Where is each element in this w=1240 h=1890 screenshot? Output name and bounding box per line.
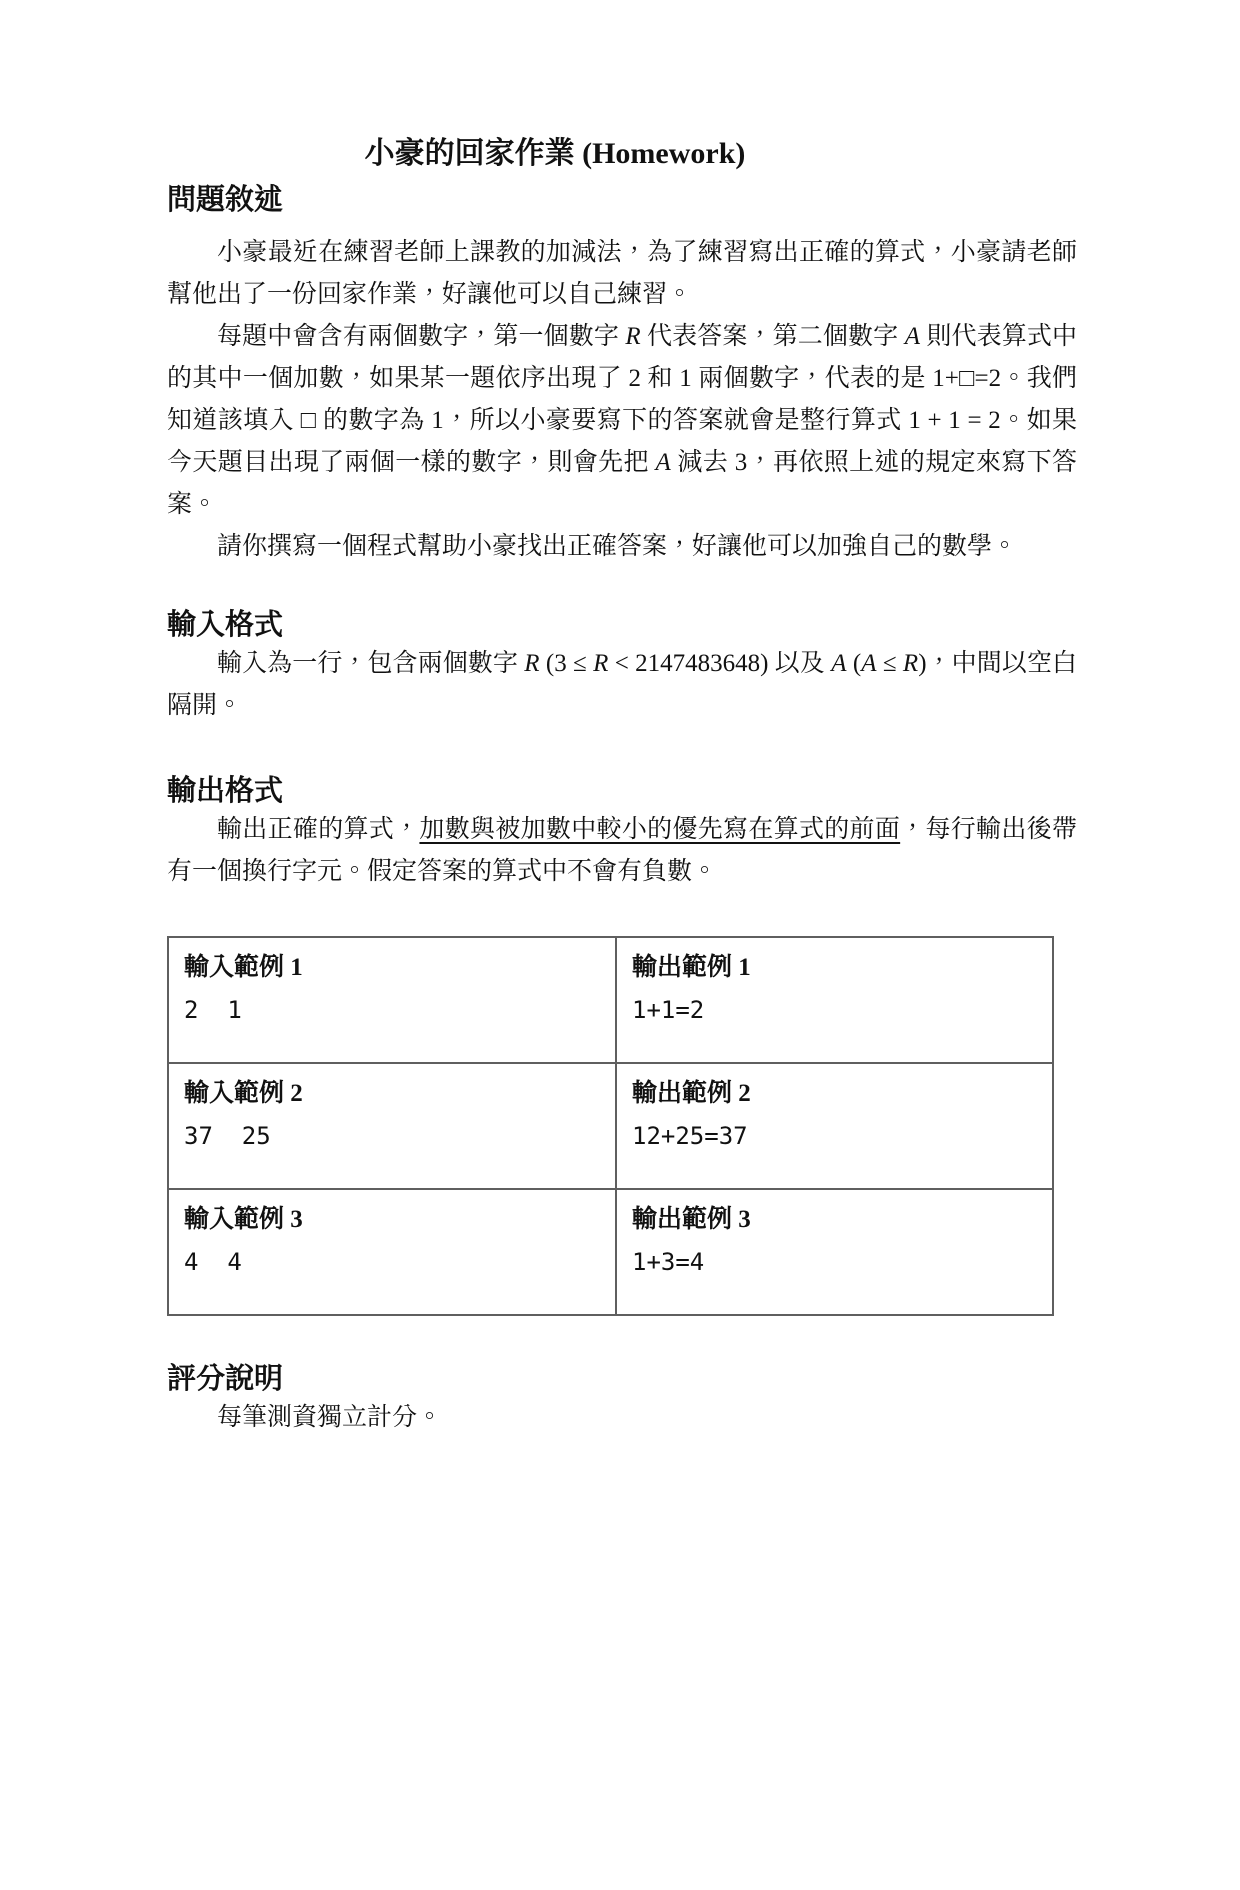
var-R: R bbox=[625, 323, 641, 350]
underlined-rule: 加數與被加數中較小的優先寫在算式的前面 bbox=[419, 816, 901, 843]
heading-scoring: 評分說明 bbox=[167, 1363, 284, 1395]
sample-1-output-cell bbox=[616, 937, 1053, 1063]
sample-3-input-label: 輸入範例 3 bbox=[184, 1206, 303, 1233]
sample-2-input-value: 37 25 bbox=[184, 1122, 271, 1150]
input-format-paragraph: 輸入為一行，包含兩個數字 R (3 ≤ R < 2147483648) 以及 A (A ≤ R)，中間以空白隔開。 bbox=[167, 650, 1077, 719]
heading-problem-description: 問題敘述 bbox=[167, 184, 284, 216]
var-R: R bbox=[524, 650, 540, 677]
problem-paragraph-1: 小豪最近在練習老師上課教的加減法，為了練習寫出正確的算式，小豪請老師幫他出了一份回家作業，好讓他可以自己練習。 bbox=[167, 239, 1077, 308]
problem-paragraph-3: 請你撰寫一個程式幫助小豪找出正確答案，好讓他可以加強自己的數學。 bbox=[217, 533, 1018, 560]
sample-2-input-cell bbox=[168, 1063, 616, 1189]
sample-2-output-value: 12+25=37 bbox=[632, 1122, 748, 1150]
var-A: A bbox=[831, 650, 847, 677]
var-A: A bbox=[904, 323, 920, 350]
sample-io-table bbox=[167, 936, 1054, 1316]
sample-1-output-value: 1+1=2 bbox=[632, 996, 705, 1024]
heading-output-format: 輸出格式 bbox=[167, 775, 284, 807]
formula-full-equation: 1 + 1 = 2 bbox=[908, 407, 1001, 434]
heading-input-format: 輸入格式 bbox=[167, 609, 284, 641]
scoring-paragraph: 每筆測資獨立計分。 bbox=[217, 1404, 443, 1431]
var-R: R bbox=[902, 650, 919, 677]
range-R: < 2147483648) bbox=[608, 650, 775, 677]
sample-1-input-value: 2 1 bbox=[184, 996, 242, 1024]
sample-2-output-label: 輸出範例 2 bbox=[632, 1080, 751, 1107]
problem-paragraph-2: 每題中會含有兩個數字，第一個數字 R 代表答案，第二個數字 A 則代表算式中的其中一個加數，如果某一題依序出現了 2 和 1 兩個數字，代表的是 1+□=2。我們知道該填入 □ 的數字為 1，所以小豪要寫下的答案就會是整行算式 1 + 1 = 2。如果今天題目出現了兩個一樣的數字，則會先把 A 減去 3，再依照上述的規定來寫下答案。 bbox=[167, 323, 1077, 518]
sample-3-output-value: 1+3=4 bbox=[632, 1248, 705, 1276]
document-page bbox=[0, 135, 1240, 1890]
blank-square-symbol: □ bbox=[300, 407, 317, 434]
sample-1-input-label: 輸入範例 1 bbox=[184, 954, 303, 981]
var-R: R bbox=[593, 650, 609, 677]
var-A: A bbox=[861, 650, 877, 677]
sample-row-2 bbox=[168, 1063, 1053, 1189]
sample-3-output-label: 輸出範例 3 bbox=[632, 1206, 751, 1233]
sample-2-output-cell bbox=[616, 1063, 1053, 1189]
sample-1-output-label: 輸出範例 1 bbox=[632, 954, 751, 981]
var-A: A bbox=[655, 449, 671, 476]
sample-row-1 bbox=[168, 937, 1053, 1063]
document-content bbox=[0, 135, 1240, 1890]
document-title: 小豪的回家作業 (Homework) bbox=[364, 137, 746, 170]
formula-blank-equation: 1+□=2 bbox=[932, 365, 1002, 392]
sample-3-output-cell bbox=[616, 1189, 1053, 1315]
sample-2-input-label: 輸入範例 2 bbox=[184, 1080, 303, 1107]
sample-row-3 bbox=[168, 1189, 1053, 1315]
sample-3-input-value: 4 4 bbox=[184, 1248, 242, 1276]
sample-3-input-cell bbox=[168, 1189, 616, 1315]
output-format-paragraph: 輸出正確的算式，加數與被加數中較小的優先寫在算式的前面，每行輸出後帶有一個換行字元。假定答案的算式中不會有負數。 bbox=[167, 816, 1077, 885]
sample-1-input-cell bbox=[168, 937, 616, 1063]
